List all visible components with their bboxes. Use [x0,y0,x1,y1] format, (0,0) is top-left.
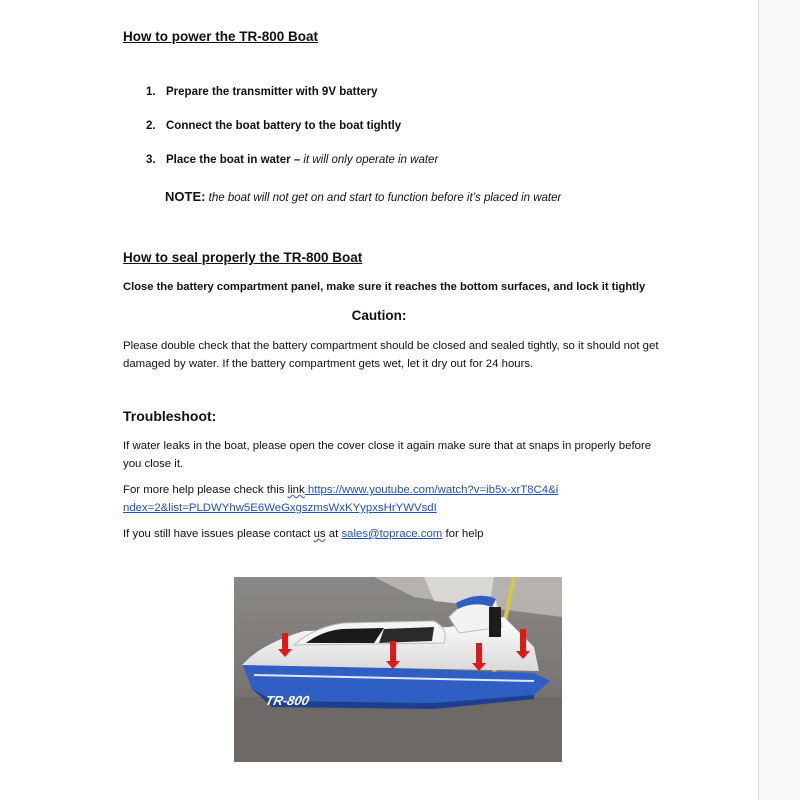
caution-title: Caution: [351,308,407,323]
contact-suffix: for help [442,528,484,540]
step-text: Place the boat in water – [166,154,304,166]
troubleshoot-para-1: If water leaks in the boat, please open the cover close it again make sure that at snaps in properly before you close it. [123,440,652,470]
step-number: 2. [146,120,156,132]
hull-label: TR-800 [264,693,311,708]
seal-section-title: How to seal properly the TR-800 Boat [123,250,363,265]
step-2 [146,120,401,132]
email-link[interactable]: sales@toprace.com [341,528,443,540]
contact-at: at [325,528,342,540]
step-number: 1. [146,86,156,98]
step-text: Connect the boat battery to the boat tightly [166,120,402,132]
help-text: For more help please check this [123,484,288,496]
note-text: the boat will not get on and start to function before it’s placed in water [205,192,562,204]
note-label: NOTE: [165,189,206,204]
boat-photo [234,577,562,762]
step-italic-text: it will only operate in water [303,154,439,166]
step-number: 3. [146,154,156,166]
power-section-title: How to power the TR-800 Boat [123,29,319,44]
troubleshoot-title: Troubleshoot: [123,408,217,424]
youtube-link[interactable]: https://www.youtube.com/watch?v=ib5x-xrT8C4&index=2&list=PLDWYhw5E6WeGxgszmsWxKYypxsHrYWVsdI [123,484,559,514]
step-3 [146,154,438,166]
troubleshoot-para-3 [123,525,683,543]
step-1 [146,86,378,98]
boat-illustration [234,577,562,762]
contact-text: If you still have issues please contact [123,528,314,540]
link-word: link [287,484,305,496]
step-text: Prepare the transmitter with 9V battery [166,86,378,98]
us-word: us [313,528,326,540]
seal-instruction: Close the battery compartment panel, make sure it reaches the bottom surfaces, and lock it tightly [123,281,646,293]
caution-text: Please double check that the battery compartment should be closed and sealed tightly, so it should not get damaged by water. If the battery compartment gets wet, let it dry out for 24 hours. [123,340,659,370]
note [165,189,561,204]
troubleshoot-para-2 [123,481,563,517]
right-margin [759,0,800,800]
